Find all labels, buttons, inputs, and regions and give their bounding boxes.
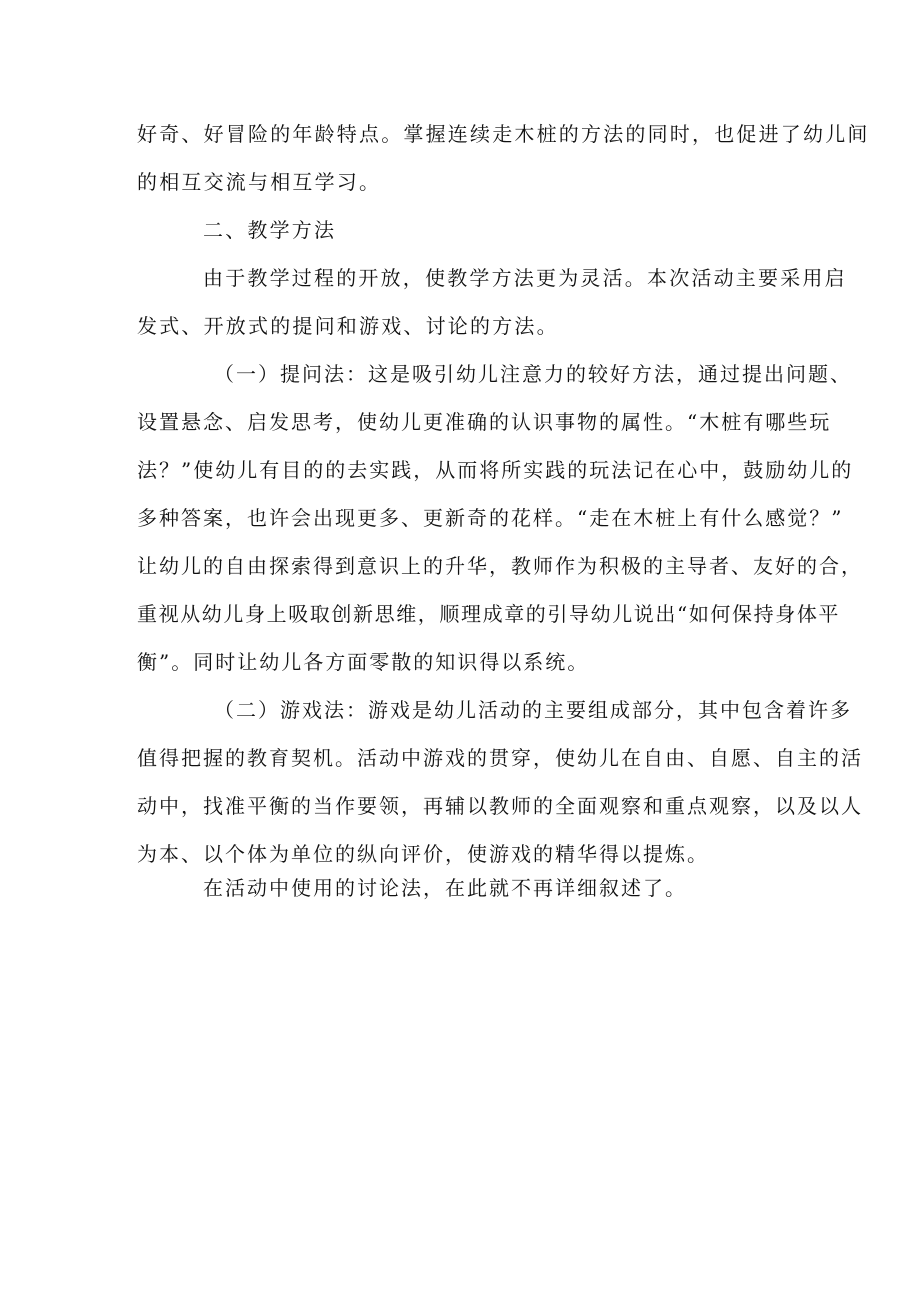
paragraph-line: 衡”。同时让幼儿各方面零散的知识得以系统。 bbox=[137, 650, 590, 674]
paragraph-line: （二）游戏法：游戏是幼儿活动的主要组成部分，其中包含着许多 bbox=[214, 698, 852, 722]
paragraph-line: （一）提问法：这是吸引幼儿注意力的较好方法，通过提出问题、 bbox=[214, 362, 852, 386]
paragraph-line: 法？”使幼儿有目的的去实践，从而将所实践的玩法记在心中，鼓励幼儿的 bbox=[137, 458, 854, 482]
paragraph-line: 让幼儿的自由探索得到意识上的升华，教师作为积极的主导者、友好的合， bbox=[137, 554, 863, 578]
paragraph-line: 设置悬念、启发思考，使幼儿更准确的认识事物的属性。“木桩有哪些玩 bbox=[137, 410, 832, 434]
paragraph-line: 好奇、好冒险的年龄特点。掌握连续走木桩的方法的同时，也促进了幼儿间 bbox=[137, 122, 870, 146]
paragraph-line: 的相互交流与相互学习。 bbox=[137, 170, 382, 194]
paragraph-line: 由于教学过程的开放，使教学方法更为灵活。本次活动主要采用启 bbox=[203, 266, 847, 290]
paragraph-line: 在活动中使用的讨论法，在此就不再详细叙述了。 bbox=[203, 876, 687, 900]
paragraph-line: 重视从幼儿身上吸取创新思维，顺理成章的引导幼儿说出“如何保持身体平 bbox=[137, 602, 841, 626]
paragraph-line: 发式、开放式的提问和游戏、讨论的方法。 bbox=[137, 314, 559, 338]
section-heading: 二、教学方法 bbox=[203, 218, 337, 242]
paragraph-line: 动中，找准平衡的当作要领，再辅以教师的全面观察和重点观察，以及以人 bbox=[137, 794, 863, 818]
paragraph-line: 为本、以个体为单位的纵向评价，使游戏的精华得以提炼。 bbox=[137, 842, 709, 866]
paragraph-line: 值得把握的教育契机。活动中游戏的贯穿，使幼儿在自由、自愿、自主的活 bbox=[137, 746, 863, 770]
paragraph-line: 多种答案，也许会出现更多、更新奇的花样。“走在木桩上有什么感觉？” bbox=[137, 506, 844, 530]
